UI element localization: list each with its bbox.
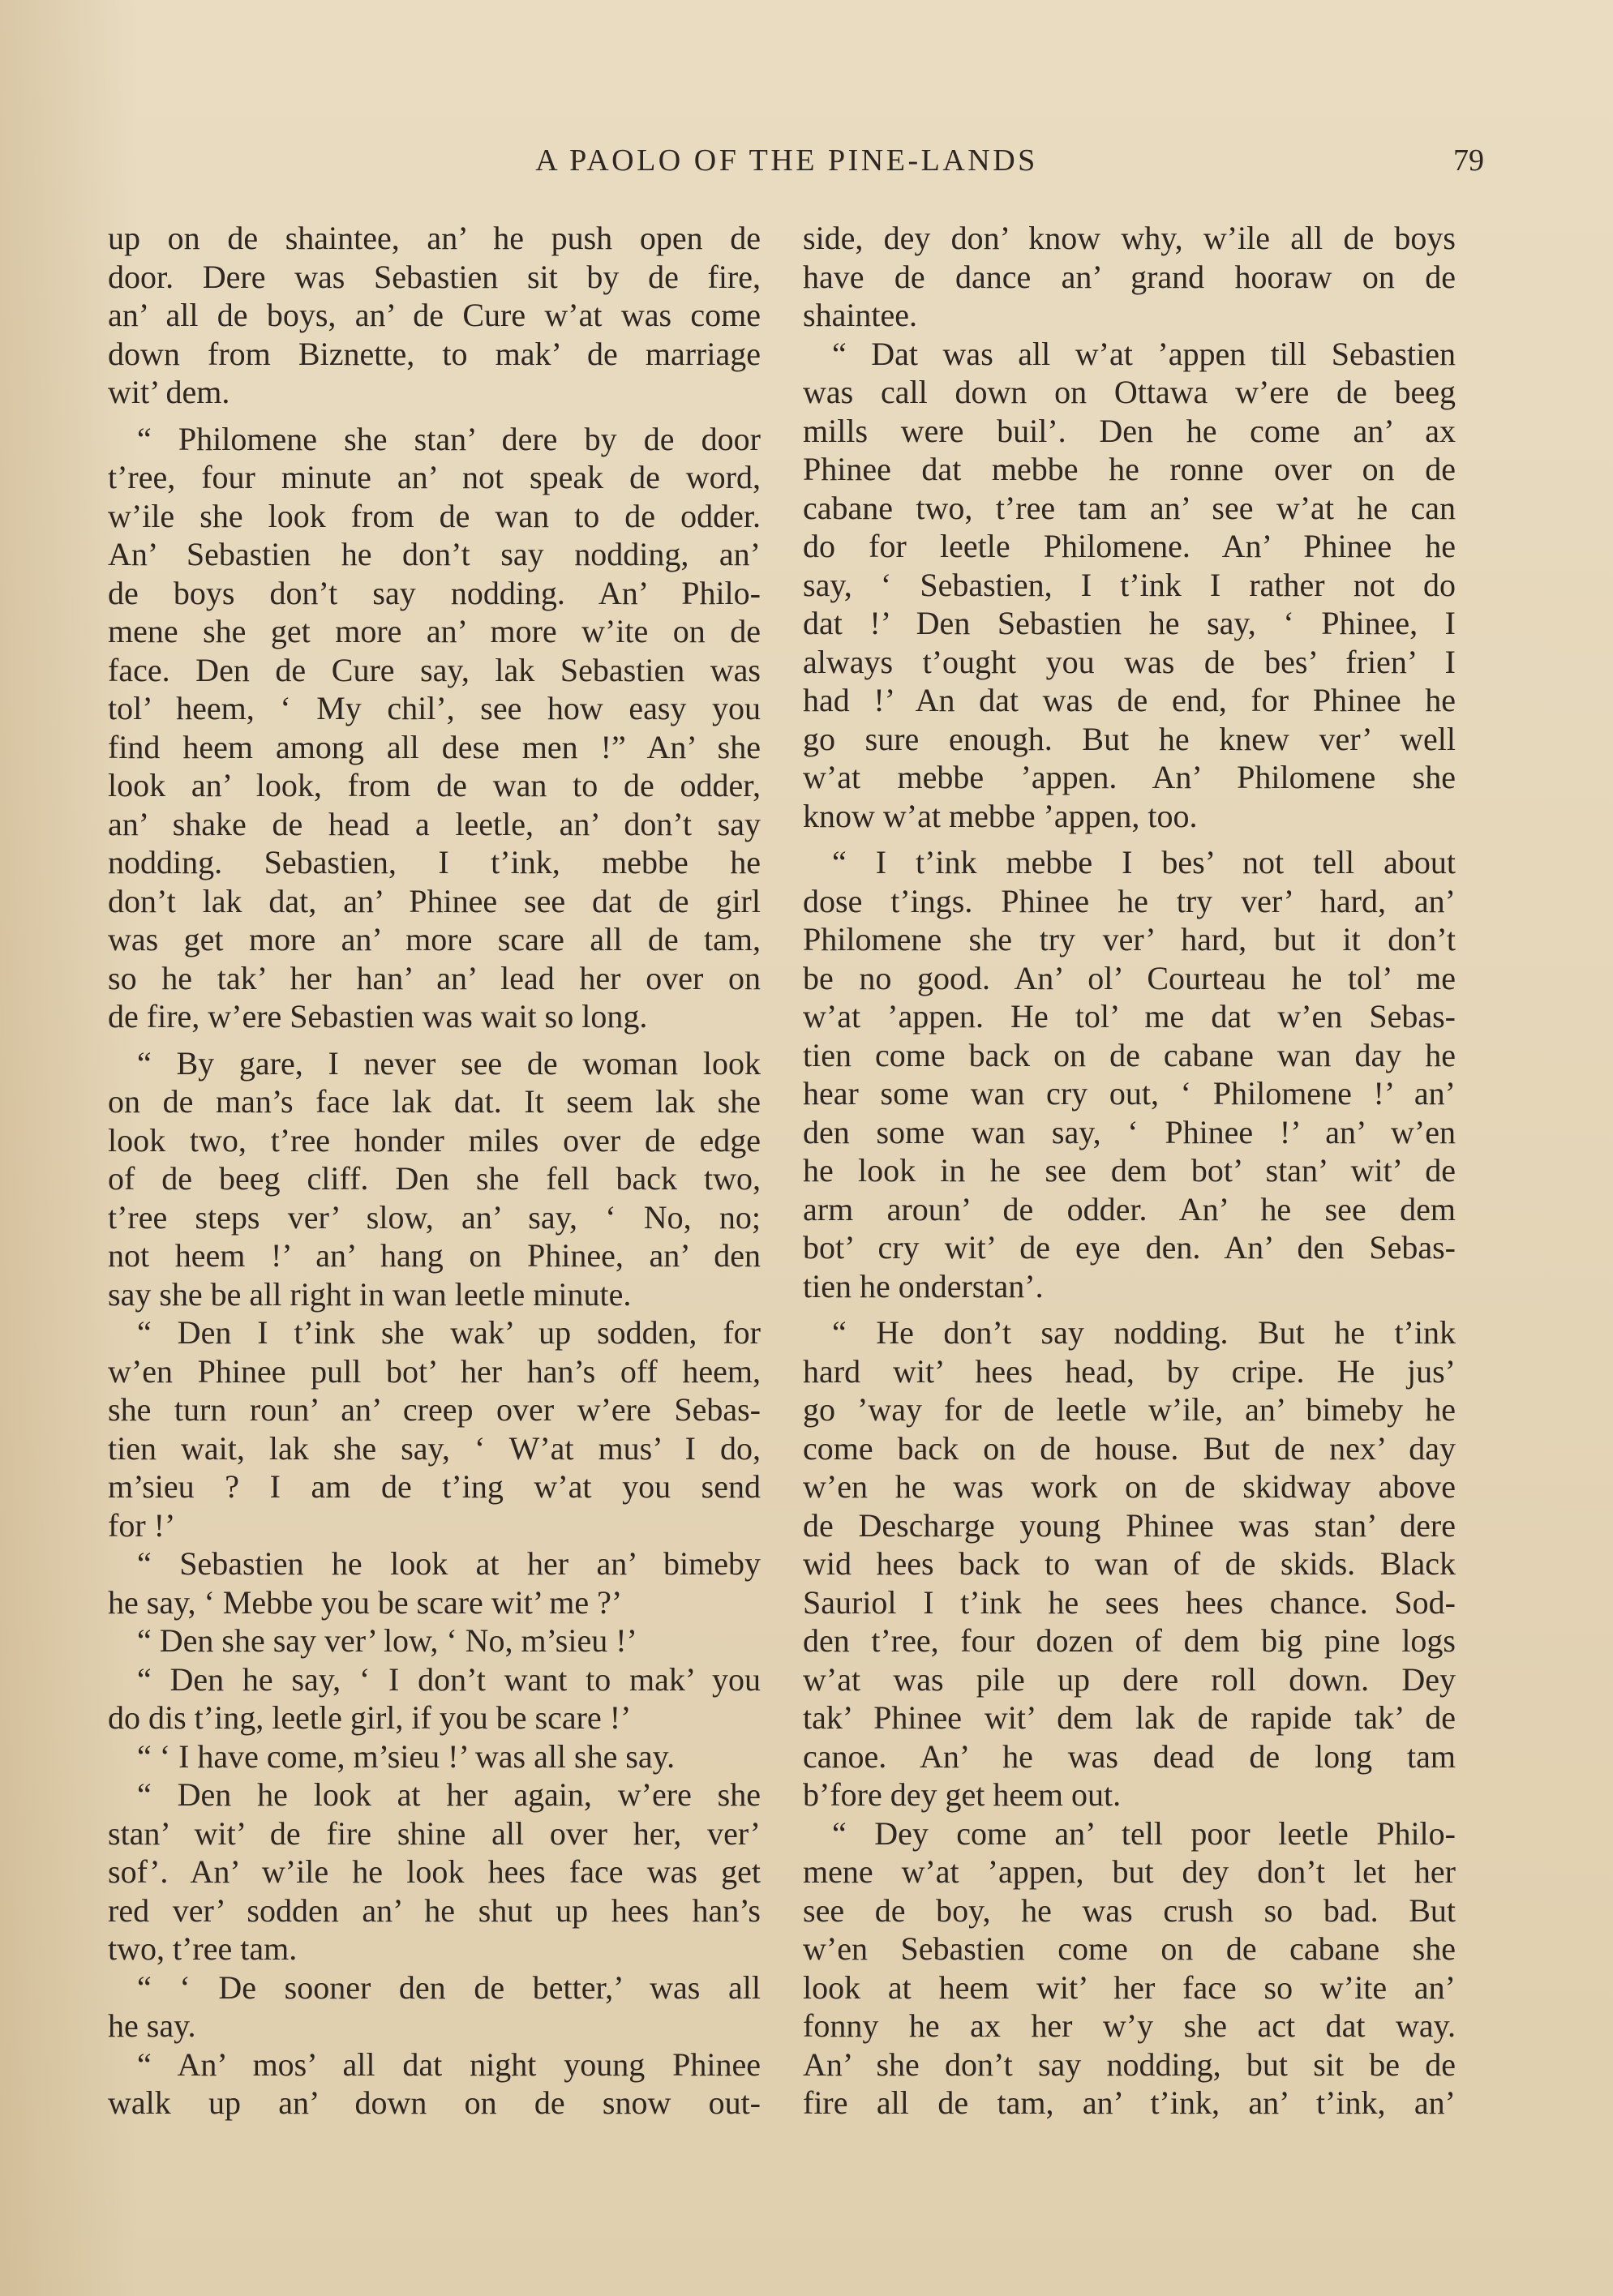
text-line: was get more an’ more scare all de tam, (108, 921, 761, 957)
text-line: find heem among all dese men !” An’ she (108, 728, 761, 765)
paragraph-gap (803, 835, 1456, 843)
text-line: had !’ An dat was de end, for Phinee he (803, 682, 1456, 718)
text-line: w’at ’appen. He tol’ me dat w’en Sebas- (803, 998, 1456, 1034)
text-line: den t’ree, four dozen of dem big pine logs (803, 1622, 1456, 1659)
text-line: he say. (108, 2007, 196, 2044)
text-line: not heem !’ an’ hang on Phinee, an’ den (108, 1237, 761, 1274)
text-line: door. Dere was Sebastien sit by de fire, (108, 258, 761, 295)
text-column-right (803, 219, 1456, 2123)
text-line: don’t lak dat, an’ Phinee see dat de girl (108, 882, 761, 919)
page-number: 79 (1453, 144, 1484, 178)
text-line: “ ‘ De sooner den de better,’ was all (137, 1968, 761, 2006)
text-line: t’ree, four minute an’ not speak de word, (108, 459, 761, 495)
text-line: w’en Phinee pull bot’ her han’s off heem, (108, 1352, 761, 1390)
text-line: come back on de house. But de nex’ day (803, 1429, 1456, 1467)
text-line: look two, t’ree honder miles over de edge (108, 1121, 761, 1159)
text-line: “ ‘ I have come, m’sieu !’ was all she say. (137, 1737, 676, 1775)
text-line: be no good. An’ ol’ Courteau he tol’ me (803, 959, 1456, 996)
text-line: always t’ought you was de bes’ frien’ I (803, 643, 1456, 680)
text-line: “ Dat was all w’at ’appen till Sebastien (832, 335, 1456, 372)
text-line: “ He don’t say nodding. But he t’ink (832, 1314, 1456, 1351)
text-line: hear some wan cry out, ‘ Philomene !’ an’ (803, 1075, 1456, 1112)
text-line: mene she get more an’ more w’ite on de (108, 613, 761, 649)
text-line: den some wan say, ‘ Phinee !’ an’ w’en (803, 1113, 1456, 1150)
text-line: of de beeg cliff. Den she fell back two, (108, 1160, 761, 1197)
text-line: dat !’ Den Sebastien he say, ‘ Phinee, I (803, 605, 1456, 641)
text-line: an’ shake de head a leetle, an’ don’t say (108, 805, 761, 842)
text-line: say she be all right in wan leetle minute. (108, 1275, 632, 1313)
text-line: “ By gare, I never see de woman look (137, 1044, 761, 1082)
text-line: down from Biznette, to mak’ de marriage (108, 335, 761, 372)
text-line: say, ‘ Sebastien, I t’ink I rather not do (803, 566, 1456, 603)
text-line: he say, ‘ Mebbe you be scare wit’ me ?’ (108, 1583, 623, 1621)
text-line: go sure enough. But he knew ver’ well (803, 720, 1456, 757)
text-line: tak’ Phinee wit’ dem lak de rapide tak’ de (803, 1699, 1456, 1736)
text-line: t’ree steps ver’ slow, an’ say, ‘ No, no; (108, 1198, 761, 1236)
text-line: wit’ dem. (108, 374, 230, 410)
text-line: hard wit’ hees head, by cripe. He jus’ (803, 1352, 1456, 1390)
paragraph-gap (803, 1305, 1456, 1313)
text-line: fonny he ax her w’y she act dat way. (803, 2007, 1456, 2044)
text-line: tol’ heem, ‘ My chil’, see how easy you (108, 690, 761, 726)
text-line: “ I t’ink mebbe I bes’ not tell about (832, 844, 1456, 880)
text-line: see de boy, he was crush so bad. But (803, 1891, 1456, 1929)
text-line: mills were buil’. Den he come an’ ax (803, 412, 1456, 449)
text-line: tien he onderstan’. (803, 1267, 1044, 1304)
text-line: “ Den he say, ‘ I don’t want to mak’ you (137, 1660, 761, 1698)
text-line: An’ she don’t say nodding, but sit be de (803, 2045, 1456, 2083)
text-line: w’en he was work on de skidway above (803, 1468, 1456, 1505)
text-line: tien wait, lak she say, ‘ W’at mus’ I do, (108, 1429, 761, 1467)
text-line: do for leetle Philomene. An’ Phinee he (803, 528, 1456, 564)
text-line: two, t’ree tam. (108, 1930, 298, 1967)
text-line: “ Philomene she stan’ dere by de door (137, 420, 761, 457)
text-line: stan’ wit’ de fire shine all over her, ver’ (108, 1814, 761, 1852)
text-line: w’at mebbe ’appen. An’ Philomene she (803, 759, 1456, 795)
text-line: m’sieu ? I am de t’ing w’at you send (108, 1468, 761, 1505)
text-line: Philomene she try ver’ hard, but it don’t (803, 921, 1456, 957)
text-line: fire all de tam, an’ t’ink, an’ t’ink, an’ (803, 2084, 1456, 2121)
text-line: up on de shaintee, an’ he push open de (108, 220, 761, 256)
text-line: look an’ look, from de wan to de odder, (108, 767, 761, 803)
text-line: arm aroun’ de odder. An’ he see dem (803, 1190, 1456, 1227)
text-line: do dis t’ing, leetle girl, if you be scare !’ (108, 1699, 632, 1736)
text-line: w’ile she look from de wan to de odder. (108, 497, 761, 534)
text-line: an’ all de boys, an’ de Cure w’at was come (108, 297, 761, 333)
text-line: “ Den I t’ink she wak’ up sodden, for (137, 1314, 761, 1351)
text-line: w’at was pile up dere roll down. Dey (803, 1660, 1456, 1698)
text-line: for !’ (108, 1506, 176, 1544)
paragraph-gap (108, 1036, 761, 1044)
page-header (97, 143, 1484, 183)
text-line: side, dey don’ know why, w’ile all de boys (803, 220, 1456, 256)
text-line: w’en Sebastien come on de cabane she (803, 1930, 1456, 1967)
text-line: Phinee dat mebbe he ronne over on de (803, 451, 1456, 487)
text-line: “ Dey come an’ tell poor leetle Philo- (832, 1814, 1456, 1852)
text-line: bot’ cry wit’ de eye den. An’ den Sebas- (803, 1229, 1456, 1266)
text-line: look at heem wit’ her face so w’ite an’ (803, 1968, 1456, 2006)
text-line: red ver’ sodden an’ he shut up hees han’s (108, 1891, 761, 1929)
text-line: tien come back on de cabane wan day he (803, 1036, 1456, 1073)
text-line: dose t’ings. Phinee he try ver’ hard, an’ (803, 882, 1456, 919)
text-line: have de dance an’ grand hooraw on de (803, 258, 1456, 295)
text-line: know w’at mebbe ’appen, too. (803, 797, 1198, 834)
running-title: A PAOLO OF THE PINE-LANDS (535, 144, 1038, 178)
text-line: “ An’ mos’ all dat night young Phinee (137, 2045, 761, 2083)
text-line: b’fore dey get heem out. (803, 1776, 1122, 1813)
text-line: de fire, w’ere Sebastien was wait so long. (108, 998, 648, 1034)
text-line: de Descharge young Phinee was stan’ dere (803, 1506, 1456, 1544)
text-line: face. Den de Cure say, lak Sebastien was (108, 651, 761, 688)
paragraph-gap (108, 412, 761, 420)
text-line: Sauriol I t’ink he sees hees chance. Sod- (803, 1583, 1456, 1621)
text-line: was call down on Ottawa w’ere de beeg (803, 374, 1456, 410)
text-line: walk up an’ down on de snow out- (108, 2084, 761, 2121)
text-line: on de man’s face lak dat. It seem lak she (108, 1083, 761, 1120)
text-column-left (108, 219, 761, 2123)
text-line: he look in he see dem bot’ stan’ wit’ de (803, 1152, 1456, 1189)
text-line: cabane two, t’ree tam an’ see w’at he can (803, 489, 1456, 526)
text-line: shaintee. (803, 297, 918, 333)
text-line: “ Den she say ver’ low, ‘ No, m’sieu !’ (137, 1622, 637, 1659)
text-line: she turn roun’ an’ creep over w’ere Sebas- (108, 1391, 761, 1428)
text-line: so he tak’ her han’ an’ lead her over on (108, 959, 761, 996)
text-line: “ Den he look at her again, w’ere she (137, 1776, 761, 1813)
text-line: mene w’at ’appen, but dey don’t let her (803, 1853, 1456, 1890)
text-line: sof’. An’ w’ile he look hees face was get (108, 1853, 761, 1890)
text-line: de boys don’t say nodding. An’ Philo- (108, 574, 761, 611)
text-line: wid hees back to wan of de skids. Black (803, 1545, 1456, 1582)
text-line: go ’way for de leetle w’ile, an’ bimeby he (803, 1391, 1456, 1428)
text-line: An’ Sebastien he don’t say nodding, an’ (108, 536, 761, 572)
text-line: nodding. Sebastien, I t’ink, mebbe he (108, 844, 761, 880)
text-line: “ Sebastien he look at her an’ bimeby (137, 1545, 761, 1582)
text-line: canoe. An’ he was dead de long tam (803, 1737, 1456, 1775)
